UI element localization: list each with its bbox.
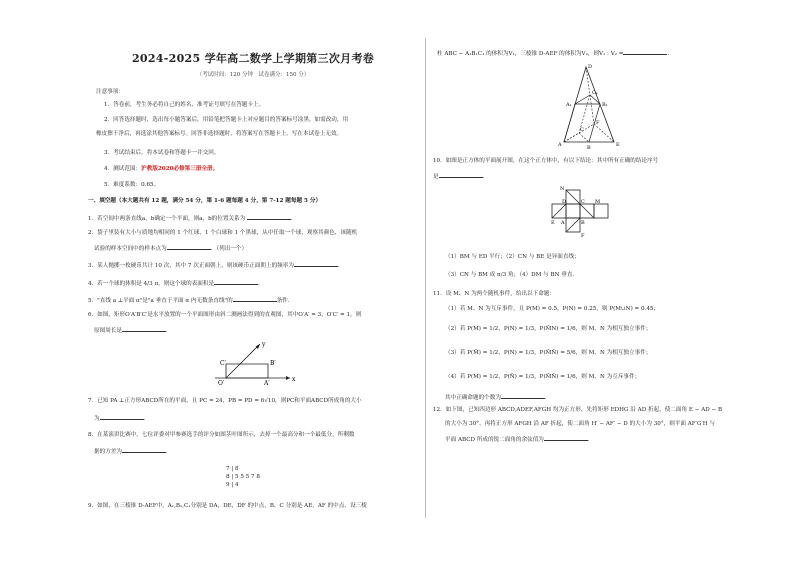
net-face-far-right — [594, 204, 608, 218]
question-12-cont-1: 的大小为 30°，再将正方形 AFGH 沿 AF 折起，使二面角 H′ − AF′ − D 的大小为 30°，则平面 AF′G′H 与 — [445, 421, 715, 427]
label-b: B′ — [270, 360, 276, 367]
label-n: N — [560, 186, 565, 192]
diag-2 — [552, 204, 566, 218]
figure-10-cube-net — [552, 184, 630, 248]
label-f: F — [581, 233, 585, 239]
x-axis-arrow — [286, 376, 290, 380]
question-6: 6．如图，矩形O′A′B′C′是水平放置的一个平面图形由斜二测画法得到的直观图，其中O′A′ = 3，O′C′ = 1，则 — [88, 312, 362, 318]
note-4: 4．测试范围：沪教版2020必修第三册全册。 — [104, 166, 219, 172]
label-a: A — [561, 220, 565, 226]
label-c: C — [581, 199, 585, 205]
question-10-statement-3-4: （3）CN 与 BM 成 π/3 角；（4）DM 与 BN 垂直． — [445, 272, 579, 278]
note-2: 2．回答选择题时，选出每小题答案后，用铅笔把答题卡上对应题目的答案标号涂黑。如需改动，用 — [104, 117, 349, 123]
question-7: 7．已知 PA ⊥正方形ABCD所在的平面，且 PC = 24，PB = PD = 6√10，则PC和平面ABCD所成角的大小 — [88, 398, 362, 404]
exam-title: 2024-2025 学年高二数学上学期第三次月考卷 — [131, 52, 375, 65]
question-1: 1．若空间中两条直线a，b确定一个平面，则a，b的位置关系为 ． — [88, 216, 297, 222]
question-3: 3．某人抛掷一枚硬币共计 10 次，其中 7 次正面朝上，则该硬币正面朝上的频率为 ． — [88, 263, 344, 269]
label-x: x — [292, 376, 296, 383]
label-c: C′ — [220, 360, 226, 367]
label-b: B — [587, 145, 591, 151]
question-11-item-3: （3）若 P(M̄) = 1/2，P(N) = 1/3，P(M̄N̄) = 5/6，则 M、N 为相互独立事件； — [445, 350, 652, 356]
stem-leaf-row-7: 7 | 8 — [226, 466, 239, 472]
diag-1 — [566, 190, 580, 204]
label-o: O′ — [218, 380, 225, 387]
question-12: 12．如下图，已知四边形 ABCD,ADEF,AFGH 均为正方形，先将矩形 EDHG 沿 AD 折起，使二面角 E − AD − B — [433, 407, 723, 413]
y-axis — [226, 344, 260, 378]
question-8: 8．在某演讲比赛中，七位评委对甲参赛选手的评分如图茎叶图所示，去掉一个最高分和一个最低分，所剩数 — [88, 432, 355, 438]
label-c1: C₁ — [592, 90, 598, 96]
question-11-answer: 其中正确命题的个数为 ． — [445, 395, 551, 401]
note-5: 5．难度系数：0.65。 — [104, 182, 160, 188]
question-9: 9．如图，在三棱锥 D-AEF中，A₁,B₁,C₁分别是 DA，DE，DF 的中点，B，C 分别是 AE，AF 的中点，设三棱 — [88, 503, 367, 509]
diag-4 — [566, 218, 580, 232]
note-2-cont: 橡皮擦干净后，再选涂其他答案标号。回答非选择题时，将答案写在答题卡上。写在本试卷上无效。 — [96, 131, 343, 137]
label-f: F — [596, 120, 600, 126]
figure-6-oblique-rectangle — [210, 336, 300, 386]
note-3: 3．考试结束后，将本试卷和答题卡一并交回。 — [104, 150, 220, 156]
label-m: M — [595, 199, 601, 205]
section-1-heading: 一、填空题（本大题共有 12 题，满分 54 分，第 1-6 题每题 4 分，第 7-12 题每题 5 分） — [88, 198, 322, 204]
column-divider — [425, 38, 426, 518]
net-face-center — [566, 204, 580, 218]
question-10-cont: 是 ． — [433, 174, 489, 180]
question-11: 11．设 M、N 为两个随机事件，给出以下命题： — [433, 291, 555, 297]
question-11-item-2: （2）若 P(M) = 1/2，P(N) = 1/3，P(M̄N) = 1/6，则 M、N 为相互独立事件； — [445, 326, 652, 332]
label-y: y — [262, 341, 266, 348]
label-e: E — [616, 142, 620, 148]
diag-3 — [580, 204, 594, 218]
base-cb — [579, 133, 589, 142]
note-4-scope: 沪教版2020必修第三册全册。 — [141, 166, 219, 172]
label-b: B — [581, 220, 585, 226]
note-1: 1．答卷前，考生务必将自己的姓名、准考证号填写在答题卡上。 — [104, 102, 265, 108]
question-7-cont: 为 ． — [94, 416, 150, 422]
question-4: 4．若一个球的体积是 4/3 π，则这个球的表面积是 ． — [88, 281, 264, 287]
question-11-item-1: （1）若 M、N 为互斥事件，且 P(M) = 0.5，P(N) = 0.25，则 P(M∪N) = 0.45； — [445, 306, 660, 312]
stem-leaf-row-9: 9 | 4 — [226, 482, 239, 488]
question-6-cont: 原图周长是 ． — [94, 328, 172, 334]
question-12-cont-2: 平面 ABCD 所成的锐二面角的余弦值为 ． — [445, 437, 594, 443]
label-a: A′ — [264, 380, 270, 387]
label-d: D — [562, 199, 567, 205]
label-b1: B₁ — [602, 102, 608, 108]
question-9-cont: 柱 ABC − A₁B₁C₁ 的体积为V₁，三棱锥 D-AEF 的体积为V₂，则V₁ : V₂ = ． — [437, 51, 674, 57]
label-d: D — [588, 64, 593, 70]
question-2: 2．袋子里装有大小与质地均相同的 1 个红球、1 个白球和 1 个黑球，从中任取一个球，观察其颜色，该随机 — [88, 230, 358, 236]
question-8-cont: 据的方差为 ． — [94, 449, 172, 455]
label-a: A — [558, 142, 562, 148]
figure-9-triangular-pyramid — [556, 62, 622, 150]
exam-subtitle: （考试时间：120 分钟 试卷满分：150 分） — [196, 72, 310, 78]
label-e: E — [551, 220, 555, 226]
question-11-item-4: （4）若 P(M) = 1/2，P(N̄) = 1/3，P(M̄N̄) = 1/6，则 M、N 为互斥事件； — [445, 374, 641, 380]
question-5: 5．"直线 a ⊥平面 α"是"a 垂直于平面 α 内无数条直线"的 条件． — [88, 298, 294, 304]
label-a1: A₁ — [566, 102, 572, 108]
label-c: C — [580, 127, 584, 133]
question-2-cont: 试验的样本空间中的样本点为 ．（列出一个） — [94, 246, 248, 252]
question-10-statement-1-2: （1）BM 与 ED 平行；（2）CN 与 BE 是异面直线； — [445, 254, 580, 260]
rectangle-oabc — [226, 364, 268, 378]
question-10: 10．如图是正方体的平面展开图，在这个正方体中，有以下结论：其中所有正确的结论序号 — [433, 158, 659, 164]
stem-leaf-row-8: 8 | 5 5 5 7 8 — [226, 474, 260, 480]
notes-heading: 注意事项： — [96, 89, 124, 95]
